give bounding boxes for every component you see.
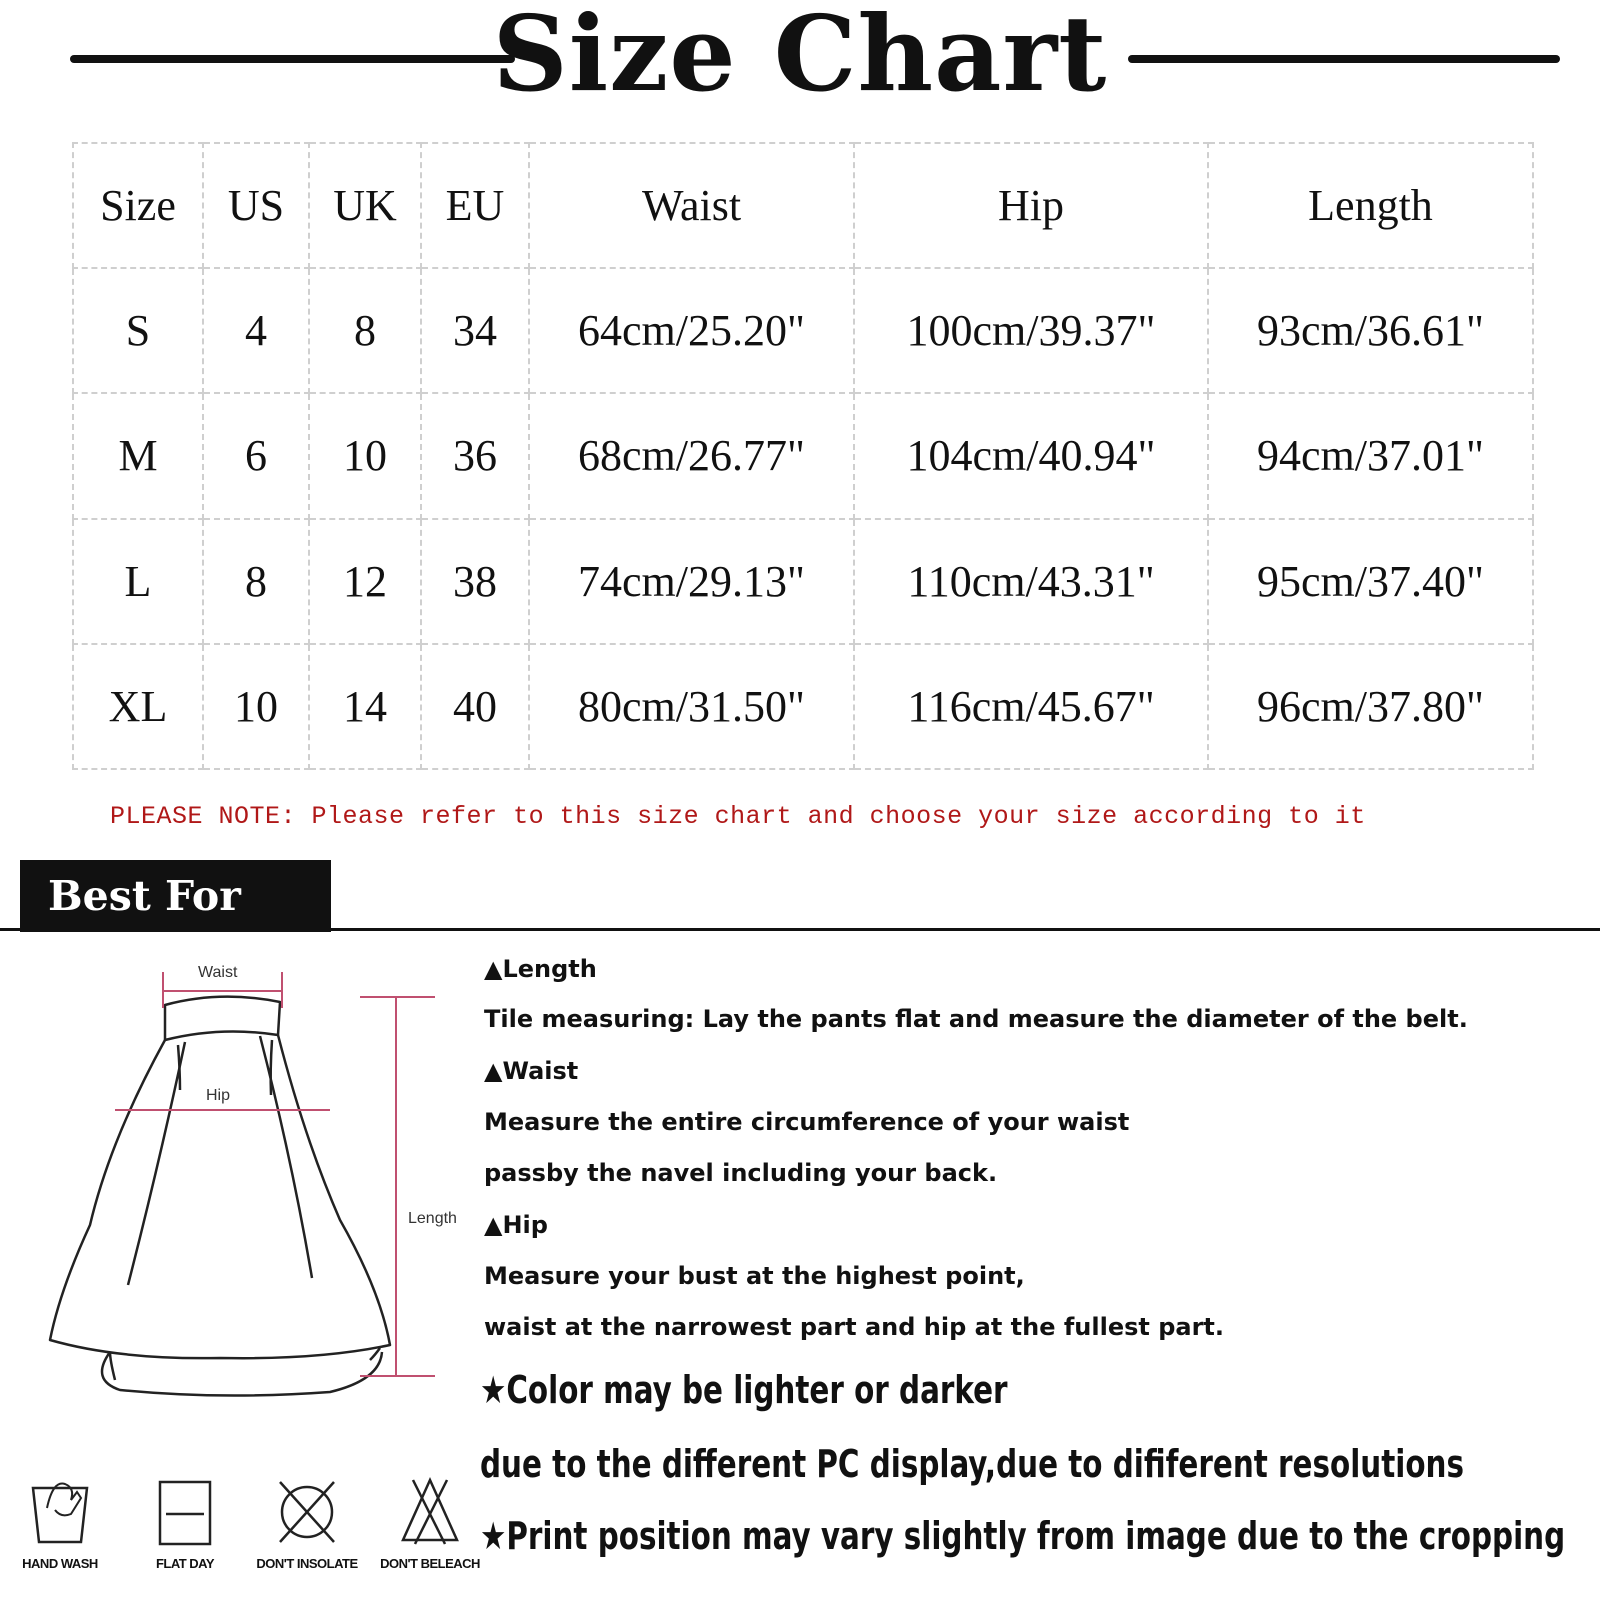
cell-us: 6 <box>203 393 309 518</box>
waist-label: Waist <box>198 964 238 981</box>
waist-text-1: Measure the entire circumference of your waist <box>484 1108 1130 1136</box>
cell-eu: 36 <box>421 393 529 518</box>
size-note: PLEASE NOTE: Please refer to this size chart and choose your size according to it <box>110 802 1366 831</box>
cell-size: S <box>73 268 203 393</box>
hip-label: Hip <box>206 1087 231 1104</box>
cell-waist: 80cm/31.50" <box>529 644 854 769</box>
color-note-1: ★Color may be lighter or darker <box>480 1368 1008 1412</box>
length-heading: ▲Length <box>484 955 597 983</box>
length-text: Tile measuring: Lay the pants flat and measure the diameter of the belt. <box>484 1005 1468 1033</box>
table-header-row <box>73 143 1533 268</box>
header-uk: UK <box>309 143 421 268</box>
flat-dry-icon <box>150 1470 220 1550</box>
header-size: Size <box>73 143 203 268</box>
care-label: DON'T BELEACH <box>380 1556 480 1571</box>
cell-size: XL <box>73 644 203 769</box>
length-marker <box>360 997 435 1376</box>
cell-size: L <box>73 519 203 644</box>
cell-hip: 116cm/45.67" <box>854 644 1208 769</box>
hand-wash-icon <box>25 1470 95 1550</box>
waist-heading: ▲Waist <box>484 1057 579 1085</box>
care-no-insolate <box>252 1470 362 1571</box>
care-hand-wash <box>5 1470 115 1571</box>
section-title: Best For You <box>20 860 331 932</box>
care-label: HAND WASH <box>22 1556 98 1571</box>
cell-uk: 14 <box>309 644 421 769</box>
skirt-diagram <box>30 960 480 1430</box>
cell-us: 8 <box>203 519 309 644</box>
length-label: Length <box>408 1210 457 1227</box>
color-note-2: due to the different PC display,due to dififerent resolutions <box>480 1442 1464 1486</box>
no-tumble-dry-icon <box>272 1470 342 1550</box>
cell-length: 94cm/37.01" <box>1208 393 1533 518</box>
cell-waist: 74cm/29.13" <box>529 519 854 644</box>
table-row <box>73 519 1533 644</box>
cell-size: M <box>73 393 203 518</box>
header-waist: Waist <box>529 143 854 268</box>
care-label: FLAT DAY <box>155 1556 215 1571</box>
skirt-outline <box>50 997 390 1396</box>
section-divider <box>0 928 1600 931</box>
cell-eu: 34 <box>421 268 529 393</box>
cell-hip: 104cm/40.94" <box>854 393 1208 518</box>
waist-text-2: passby the navel including your back. <box>484 1159 998 1187</box>
print-note: ★Print position may vary slightly from image due to the cropping <box>480 1514 1566 1558</box>
table-row <box>73 268 1533 393</box>
hip-text-2: waist at the narrowest part and hip at the fullest part. <box>484 1313 1225 1341</box>
care-flat-dry <box>130 1470 240 1571</box>
size-table <box>72 142 1534 770</box>
cell-eu: 40 <box>421 644 529 769</box>
cell-waist: 64cm/25.20" <box>529 268 854 393</box>
cell-length: 95cm/37.40" <box>1208 519 1533 644</box>
no-bleach-icon <box>395 1470 465 1550</box>
page-title: Size Chart <box>492 0 1108 115</box>
care-label: DON'T INSOLATE <box>256 1556 358 1571</box>
header-length: Length <box>1208 143 1533 268</box>
header-hip: Hip <box>854 143 1208 268</box>
cell-waist: 68cm/26.77" <box>529 393 854 518</box>
care-no-bleach <box>375 1470 485 1571</box>
hip-heading: ▲Hip <box>484 1211 548 1239</box>
cell-hip: 100cm/39.37" <box>854 268 1208 393</box>
cell-hip: 110cm/43.31" <box>854 519 1208 644</box>
cell-uk: 8 <box>309 268 421 393</box>
cell-us: 4 <box>203 268 309 393</box>
cell-length: 93cm/36.61" <box>1208 268 1533 393</box>
table-row <box>73 644 1533 769</box>
header-eu: EU <box>421 143 529 268</box>
header-us: US <box>203 143 309 268</box>
cell-eu: 38 <box>421 519 529 644</box>
cell-uk: 10 <box>309 393 421 518</box>
hip-text-1: Measure your bust at the highest point, <box>484 1262 1025 1290</box>
cell-length: 96cm/37.80" <box>1208 644 1533 769</box>
cell-uk: 12 <box>309 519 421 644</box>
cell-us: 10 <box>203 644 309 769</box>
table-row <box>73 393 1533 518</box>
